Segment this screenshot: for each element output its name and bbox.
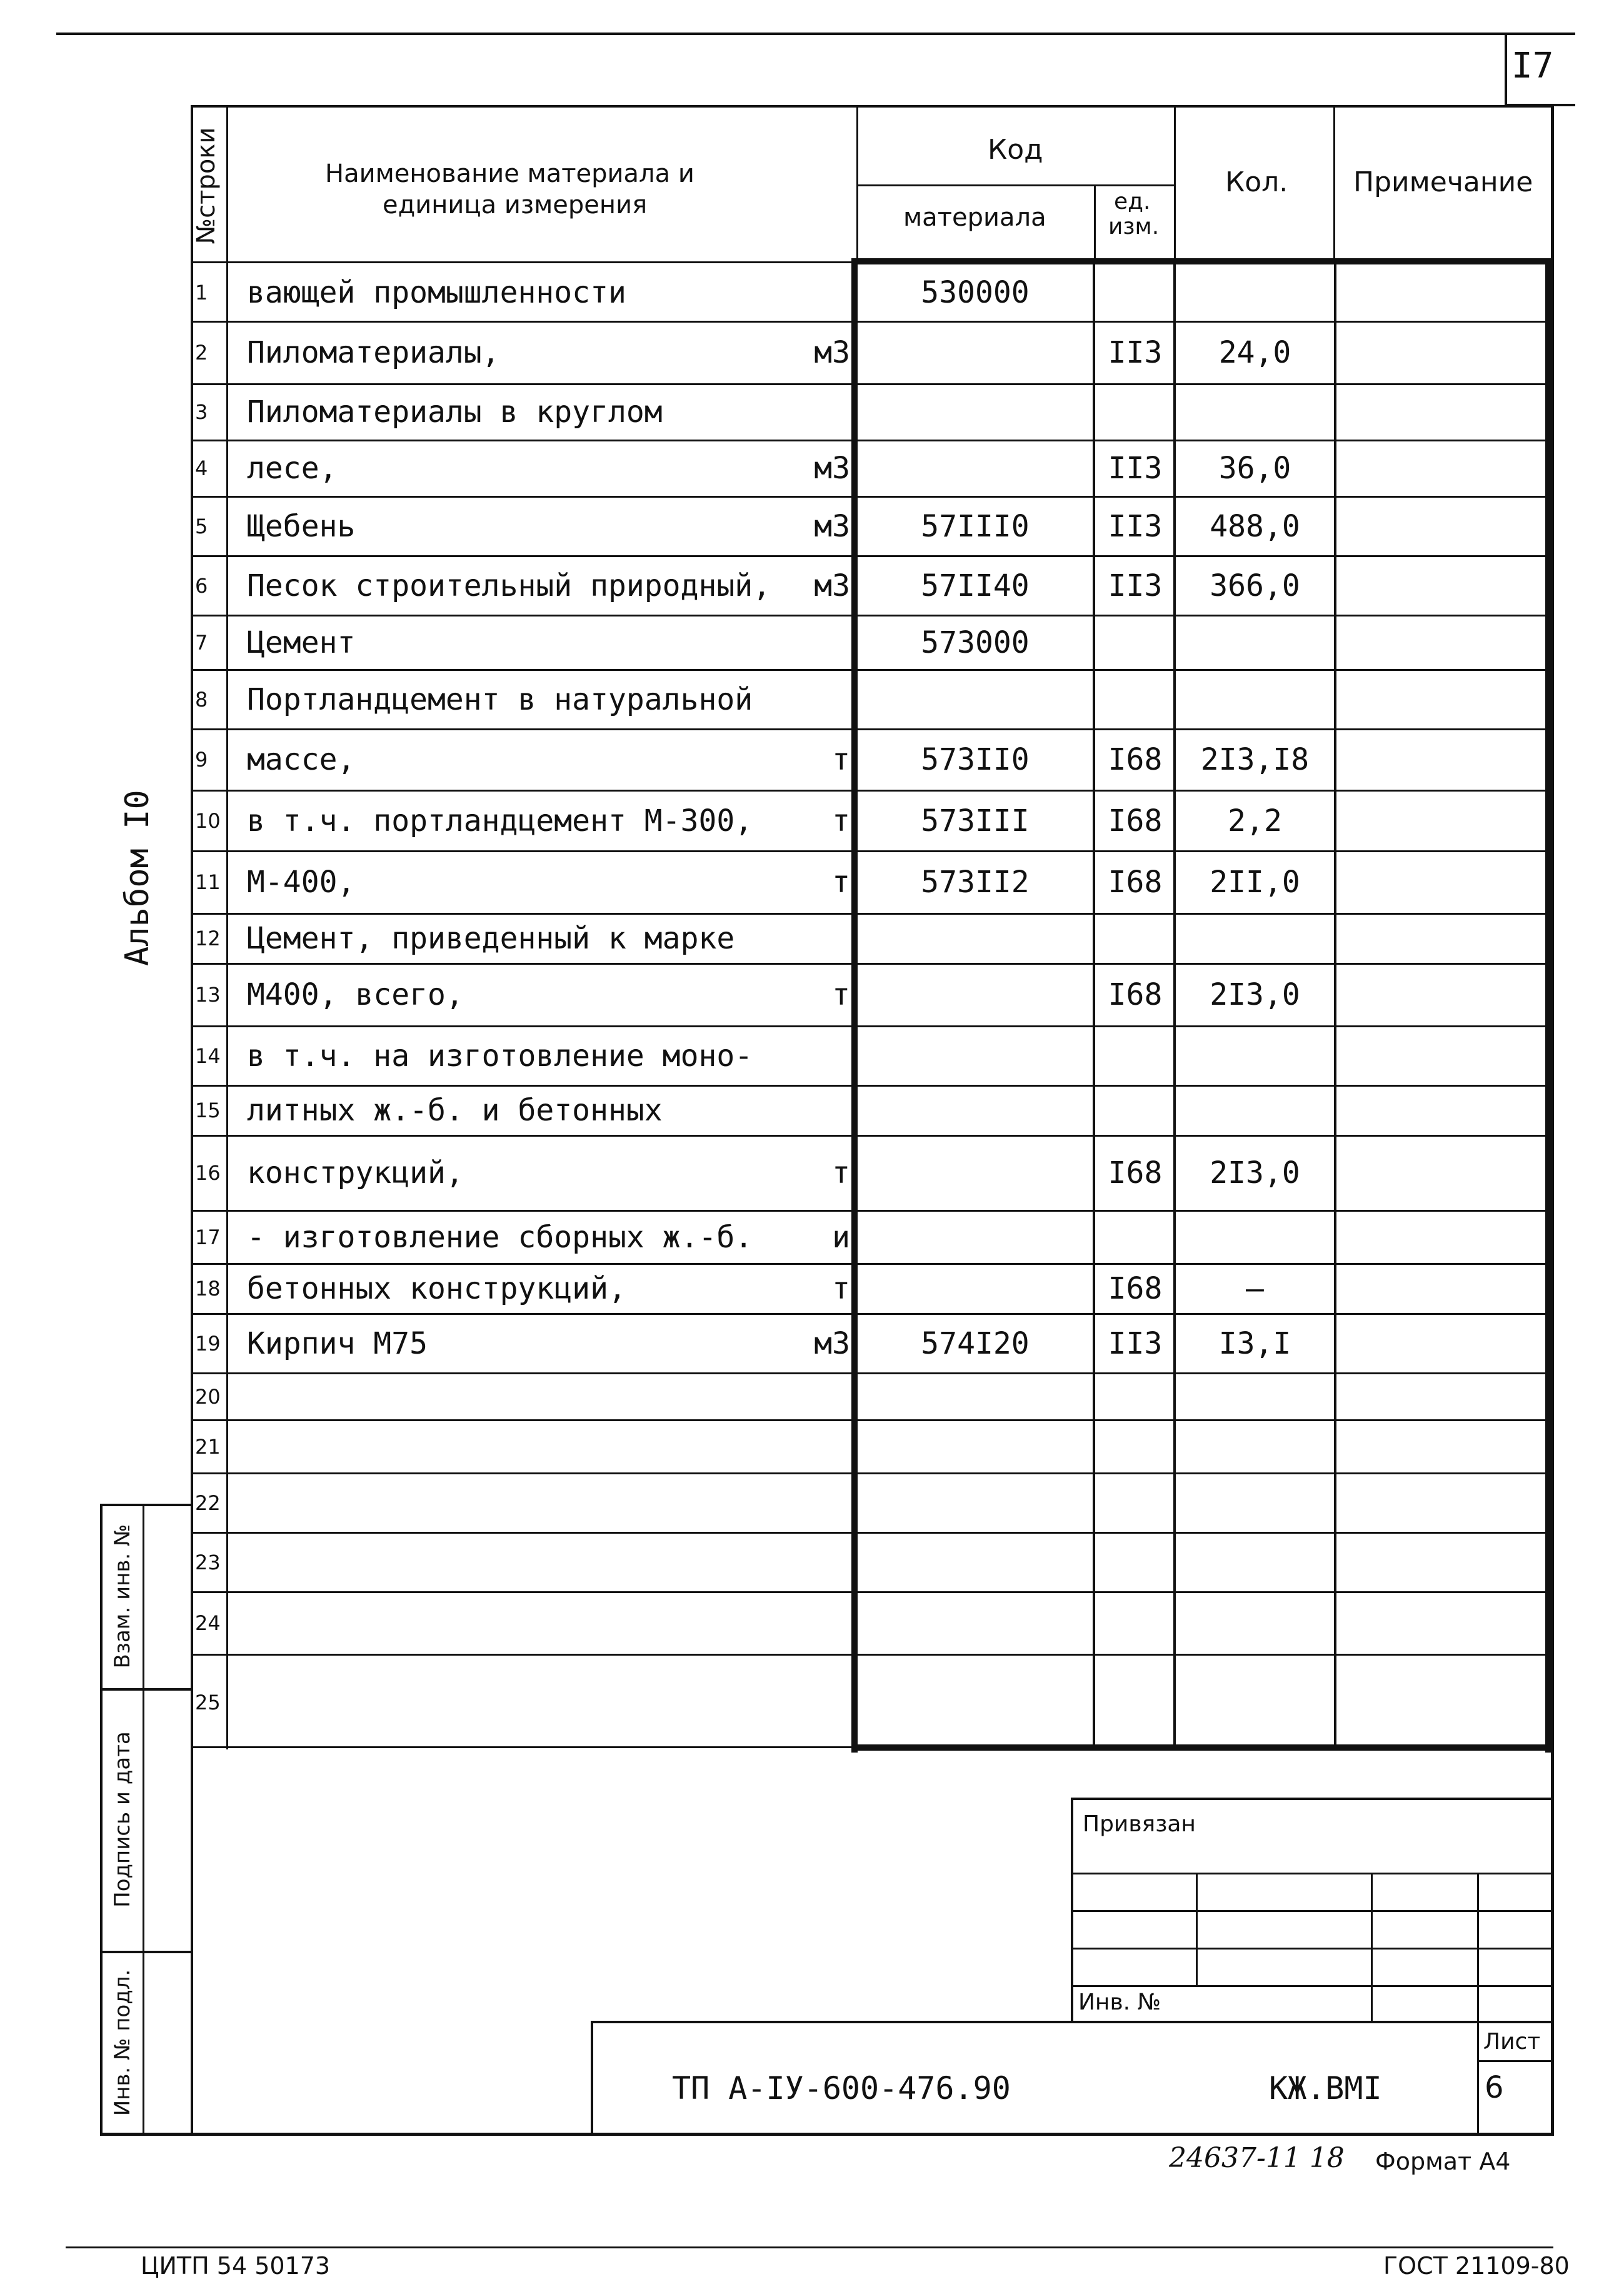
row-ed: I68 xyxy=(1108,865,1163,900)
row-unit: т xyxy=(832,742,850,777)
row-unit: м3 xyxy=(814,335,850,370)
row-name: - изготовление сборных ж.-б. xyxy=(247,1219,753,1255)
page-number: I7 xyxy=(1511,46,1554,86)
row-qty: 488,0 xyxy=(1210,508,1300,544)
row-number: 18 xyxy=(195,1277,221,1300)
row-number: 16 xyxy=(195,1161,221,1185)
row-ed: II3 xyxy=(1108,568,1163,603)
header-code-unit-2: изм. xyxy=(1108,214,1160,239)
header-quantity: Кол. xyxy=(1225,166,1288,198)
row-name: Пиломатериалы, xyxy=(247,335,500,370)
row-number: 11 xyxy=(195,870,221,894)
row-qty: 2I3,I8 xyxy=(1200,742,1310,777)
stamp-inv-podl: Инв. № подл. xyxy=(110,1969,135,2116)
row-number: 15 xyxy=(195,1099,221,1122)
row-unit: м3 xyxy=(814,451,850,486)
row-ed: II3 xyxy=(1108,1326,1163,1361)
row-ed: I68 xyxy=(1108,803,1163,838)
format-label: Формат А4 xyxy=(1375,2148,1511,2175)
row-code: 57III0 xyxy=(921,508,1030,544)
header-code-material: материала xyxy=(903,203,1046,232)
row-qty: 366,0 xyxy=(1210,568,1300,603)
row-unit: т xyxy=(832,803,850,838)
handwritten-number: 24637-11 18 xyxy=(1169,2142,1345,2174)
row-ed: I68 xyxy=(1108,742,1163,777)
row-name: вающей промышленности xyxy=(247,274,626,310)
album-label: Альбом I0 xyxy=(119,790,156,966)
row-name: Песок строительный природный, xyxy=(247,568,771,603)
row-ed: II3 xyxy=(1108,335,1163,370)
row-name: Цемент, приведенный к марке xyxy=(247,921,735,956)
row-number: 19 xyxy=(195,1331,221,1356)
row-name: литных ж.-б. и бетонных xyxy=(247,1093,663,1128)
row-name: в т.ч. портландцемент М-300, xyxy=(247,803,753,838)
sheet-number: 6 xyxy=(1485,2070,1504,2105)
inv-no-label: Инв. № xyxy=(1078,1990,1161,2015)
row-number: 1 xyxy=(195,280,208,304)
document-code: ТП А-IУ-600-476.90 xyxy=(672,2070,1011,2106)
row-qty: 24,0 xyxy=(1218,335,1291,370)
row-number: 6 xyxy=(195,573,208,598)
row-number: 10 xyxy=(195,808,221,833)
row-qty: 2I3,0 xyxy=(1210,977,1300,1012)
row-number: 5 xyxy=(195,514,208,538)
row-number: 22 xyxy=(195,1491,221,1515)
row-unit: м3 xyxy=(814,568,850,603)
document-mark: КЖ.ВМI xyxy=(1269,2070,1382,2106)
row-name: Цемент xyxy=(247,625,356,660)
frame-left xyxy=(191,105,193,2135)
row-unit: т xyxy=(832,865,850,900)
row-name: Пиломатериалы в круглом xyxy=(247,395,663,430)
row-name: Кирпич М75 xyxy=(247,1326,428,1361)
row-name: конструкций, xyxy=(247,1155,464,1190)
row-number: 3 xyxy=(195,400,208,424)
row-name: лесе, xyxy=(247,451,338,486)
row-qty: 36,0 xyxy=(1218,451,1291,486)
row-unit: м3 xyxy=(814,508,850,544)
row-code: 573II0 xyxy=(921,742,1030,777)
row-name: в т.ч. на изготовление моно- xyxy=(247,1038,753,1074)
row-code: 530000 xyxy=(921,274,1030,310)
footer-left: ЦИТП 54 50173 xyxy=(141,2252,331,2280)
row-name: М-400, xyxy=(247,865,356,900)
header-code: Код xyxy=(988,134,1043,166)
row-number: 21 xyxy=(195,1434,221,1459)
row-name: Портландцемент в натуральной xyxy=(247,682,753,717)
row-code: 573II2 xyxy=(921,865,1030,900)
row-number: 25 xyxy=(195,1690,221,1714)
row-name: М400, всего, xyxy=(247,977,464,1012)
row-number: 23 xyxy=(195,1550,221,1574)
row-qty: 2I3,0 xyxy=(1210,1155,1300,1190)
row-number: 13 xyxy=(195,983,221,1007)
footer-right: ГОСТ 21109-80 xyxy=(1383,2252,1570,2280)
row-number: 20 xyxy=(195,1384,221,1409)
row-number: 24 xyxy=(195,1611,221,1635)
row-ed: II3 xyxy=(1108,451,1163,486)
row-name: бетонных конструкций, xyxy=(247,1271,626,1306)
sheet-label: Лист xyxy=(1483,2029,1541,2055)
row-name: Щебень xyxy=(247,508,356,544)
row-unit: т xyxy=(832,1155,850,1190)
row-unit: т xyxy=(832,977,850,1012)
row-qty: 2,2 xyxy=(1228,803,1282,838)
row-code: 57II40 xyxy=(921,568,1030,603)
stamp-vzam-inv: Взам. инв. № xyxy=(110,1524,135,1669)
header-note: Примечание xyxy=(1353,166,1533,198)
header-name-line2: единица измерения xyxy=(383,191,648,219)
row-unit: м3 xyxy=(814,1326,850,1361)
row-ed: I68 xyxy=(1108,977,1163,1012)
row-qty: – xyxy=(1246,1271,1264,1306)
row-number: 2 xyxy=(195,341,208,365)
row-qty: 2II,0 xyxy=(1210,865,1300,900)
header-code-unit-1: ед. xyxy=(1114,189,1151,214)
row-code: 573000 xyxy=(921,625,1030,660)
row-number: 12 xyxy=(195,927,221,950)
row-code: 573III xyxy=(921,803,1030,838)
row-number: 14 xyxy=(195,1044,221,1068)
row-number: 17 xyxy=(195,1225,221,1249)
row-name: массе, xyxy=(247,742,356,777)
row-number: 7 xyxy=(195,630,208,655)
stamp-podpis-data: Подпись и дата xyxy=(110,1731,135,1908)
row-qty: I3,I xyxy=(1218,1326,1291,1361)
header-row-number: №строки xyxy=(192,127,221,244)
header-name-line1: Наименование материала и xyxy=(325,159,694,188)
row-unit: т xyxy=(832,1271,850,1306)
row-ed: I68 xyxy=(1108,1271,1163,1306)
privyazan-label: Привязан xyxy=(1083,1811,1196,1837)
row-number: 9 xyxy=(195,748,208,772)
row-code: 574I20 xyxy=(921,1326,1030,1361)
row-number: 8 xyxy=(195,687,208,712)
row-ed: II3 xyxy=(1108,508,1163,544)
row-unit: и xyxy=(832,1219,850,1255)
row-ed: I68 xyxy=(1108,1155,1163,1190)
row-number: 4 xyxy=(195,456,208,480)
